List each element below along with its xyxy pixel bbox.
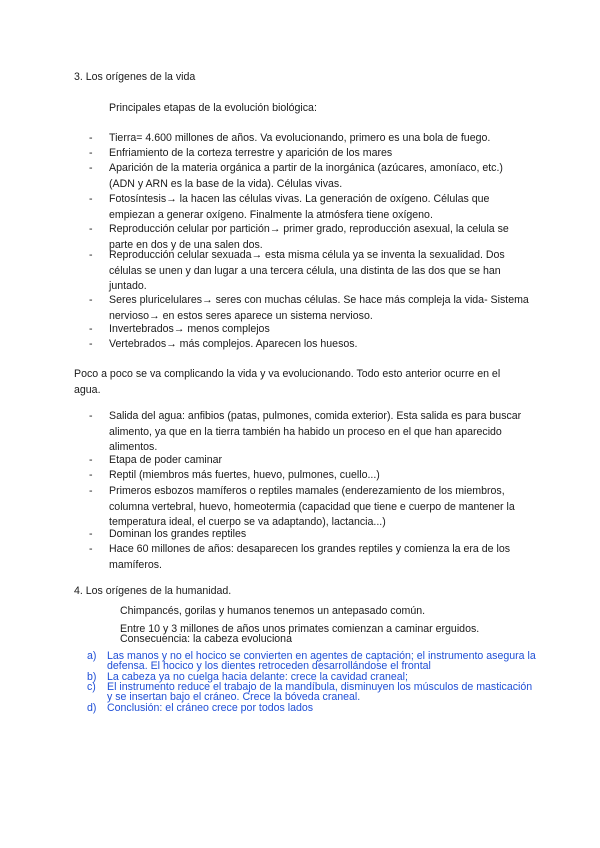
section-4-line-1: Chimpancés, gorilas y humanos tenemos un antepasado común. bbox=[120, 605, 426, 617]
section-3-title: 3. Los orígenes de la vida bbox=[74, 71, 196, 83]
section-4-title: 4. Los orígenes de la humanidad. bbox=[74, 585, 232, 597]
paragraph: Poco a poco se va complicando la vida y va evolucionando. Todo esto anterior ocurre en el agua. bbox=[74, 368, 501, 396]
section-3-subtitle: Principales etapas de la evolución biológica: bbox=[109, 102, 317, 114]
document-page: 3. Los orígenes de la vida Principales etapas de la evolución biológica: - Tierra= 4.600 millones de años. Va evolucionando, primero es una bola de fuego. - Enfriamiento de la corteza terrestre y aparición de los mares - Aparición de la materia orgánica a partir de la inorgánica (azúcares, amoníaco, etc.) (ADN y ARN es la base de la vida). Células vivas. - Fotosíntesis→ la hacen las células vivas. La generación de oxígeno. Células que empiezan a generar oxígeno. Finalmente la atmósfera tiene oxígeno. - Reproducción celular por partición→ primer grado, reproducción asexual, la celula se parte en dos y de una salen dos. - Reproducción celular sexuada→ esta misma célula ya se inventa la sexualidad. Dos células se unen y dan lugar a una tercera célula, una distinta de las dos que se han juntado. - Seres pluricelulares→ seres con muchas células. Se hace más compleja la vida- Sistema nervioso→ en estos seres aparece un sistema nervioso. - Invertebrados→ menos complejos - Vertebrados→ más complejos. Aparecen los huesos. Poco a poco se va complicando la vida y va evolucionando. Todo esto anterior ocurre en el agua. - Salida del agua: anfibios (patas, pulmones, comida exterior). Esta salida es para buscar alimento, ya que en la tierra también ha habido un proceso en el que han aparecido alimentos. - Etapa de poder caminar - Reptil (miembros más fuertes, huevo, pulmones, cuello...) - Primeros esbozos mamíferos o reptiles mamales (enderezamiento de los miembros, columna vertebral, huevo, homeotermia (capacidad que tiene e cuerpo de mantener la temperatura ideal, el cuerpo se va adaptando), lactancia...) - Dominan los grandes reptiles - Hace 60 millones de años: desaparecen los grandes reptiles y comienza la era de los mamíferos. 4. Los orígenes de la humanidad. Chimpancés, gorilas y humanos tenemos un antepasado común. Entre 10 y 3 millones de años unos primates comienzan a caminar erguidos. Consecuencia: la cabeza evoluciona a) Las manos y no el hocico se convierten en agentes de captación; el instrumento asegura la defensa. El hocico y los dientes retroceden desarrollándose el frontal b) La cabeza ya no cuelga hacia delante: crece la cavidad craneal; c) El instrumento reduce el trabajo de la mandíbula, disminuyen los músculos de masticación y se insertan bajo el cráneo. Crece la bóveda craneal. d) Conclusión: el cráneo crece por todos lados bbox=[74, 71, 536, 714]
section-4-line-3: Consecuencia: la cabeza evoluciona bbox=[120, 633, 292, 645]
section-4-line-2: Entre 10 y 3 millones de años unos primates comienzan a caminar erguidos. bbox=[120, 623, 480, 635]
